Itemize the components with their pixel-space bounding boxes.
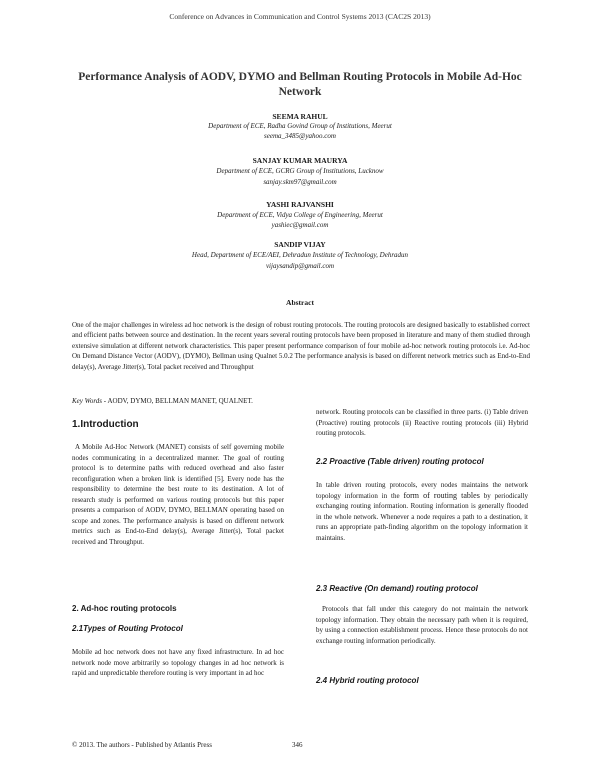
author-affiliation: Department of ECE, GCRG Group of Institutions, Lucknow xyxy=(216,167,384,175)
section-2-1-continued-text: network. Routing protocols can be classified in three parts. (i) Table driven (Proactive) routing protocols (ii) Reactive routing protocols (iii) Hybrid routing protocols. xyxy=(316,408,528,437)
author-name: SEEMA RAHUL xyxy=(272,112,328,121)
author-email: vijaysandip@gmail.com xyxy=(265,262,335,270)
author-affiliation: Department of ECE, Vidya College of Engineering, Meerut xyxy=(217,211,383,219)
author-affiliation: Department of ECE, Radha Govind Group of Institutions, Meerut xyxy=(208,122,392,130)
keywords xyxy=(72,397,372,405)
section-heading-2-4: 2.4 Hybrid routing protocol xyxy=(316,676,419,685)
section-2-3-text: Protocols that fall under this category do not maintain the network topology information. They obtain the necessary path when it is required, by using a connection establishment process. Hence these protocols do not exchange routing information periodically. xyxy=(316,605,528,645)
conference-header: Conference on Advances in Communication and Control Systems 2013 (CAC2S 2013) xyxy=(169,12,431,21)
author-name: SANDIP VIJAY xyxy=(274,240,326,249)
abstract-text: One of the major challenges in wireless ad hoc network is the design of robust routing protocols. The routing protocols are designed basically to established correct and efficient paths between source and destination. In the recent years several routing protocols have been proposed in literature and many of them studied through extensive simulation at different network characteristics. This paper present performance comparison of four mobile ad-hoc network routing protocols i.e. Ad-hoc On Demand Distance Vector (AODV), (DYMO), Bellman using Qualnet 5.0.2 The performance analysis is based on different network metrics such as End-to-End delay(s), Average Jitter(s), Total packet received and Throughput xyxy=(72,321,530,371)
section-heading-2-2: 2.2 Proactive (Table driven) routing protocol xyxy=(316,457,484,466)
section-heading-2: 2. Ad-hoc routing protocols xyxy=(72,604,177,613)
section-heading-introduction: 1.Introduction xyxy=(72,419,139,430)
footer-copyright: © 2013. The authors - Published by Atlantis Press xyxy=(72,741,212,749)
section-heading-2-3: 2.3 Reactive (On demand) routing protocol xyxy=(316,584,478,593)
introduction-text: A Mobile Ad-Hoc Network (MANET) consists of self governing mobile nodes communicating in a decentralized manner. The goal of routing protocol is to determine paths with reduced overhead and also faster reconfiguration when a broken link is identified [5]. Every node has the responsibility to determine the best route to its destination. A lot of research study is performed on various routing protocols but this paper presents a comparison of AODV, DYMO, BELLMAN operating based on scope and zones. The performance analysis is based on different network metrics such as End-to-End delay(s), Average Jitter(s), Total packet received and Throughput. xyxy=(72,443,284,546)
author-name: YASHI RAJVANSHI xyxy=(266,200,334,209)
author-email: seema_3485@yahoo.com xyxy=(264,132,336,140)
keywords-text: - AODV, DYMO, BELLMAN MANET, QUALNET. xyxy=(102,397,253,405)
section-heading-2-1: 2.1Types of Routing Protocol xyxy=(72,624,183,633)
author-name: SANJAY KUMAR MAURYA xyxy=(252,156,348,165)
paper-title: Performance Analysis of AODV, DYMO and Bellman Routing Protocols in Mobile Ad-Hoc Network xyxy=(78,71,522,98)
author-affiliation: Head, Department of ECE/AEI, Dehradun Institute of Technology, Dehradun xyxy=(191,251,409,259)
abstract-heading: Abstract xyxy=(286,298,314,307)
author-email: yashiec@gmail.com xyxy=(271,221,329,229)
author-email: sanjay.skm97@gmail.com xyxy=(263,178,337,186)
section-2-2-text: In table driven routing protocols, every nodes maintains the network topology information in the form of routing tables by periodically exchanging routing information. Routing information is generally flooded in the whole network. Whenever a node requires a path to a destination, it runs an appropriate path-finding algorithm on the topology information it maintains. xyxy=(316,481,529,542)
page-number: 346 xyxy=(292,741,303,749)
keywords-label: Key Words xyxy=(72,397,103,405)
section-2-1-text: Mobile ad hoc network does not have any fixed infrastructure. In ad hoc network node move arbitrarily so topology changes in ad hoc network is rapid and unpredictable therefore routing is very important in ad hoc xyxy=(72,648,284,677)
